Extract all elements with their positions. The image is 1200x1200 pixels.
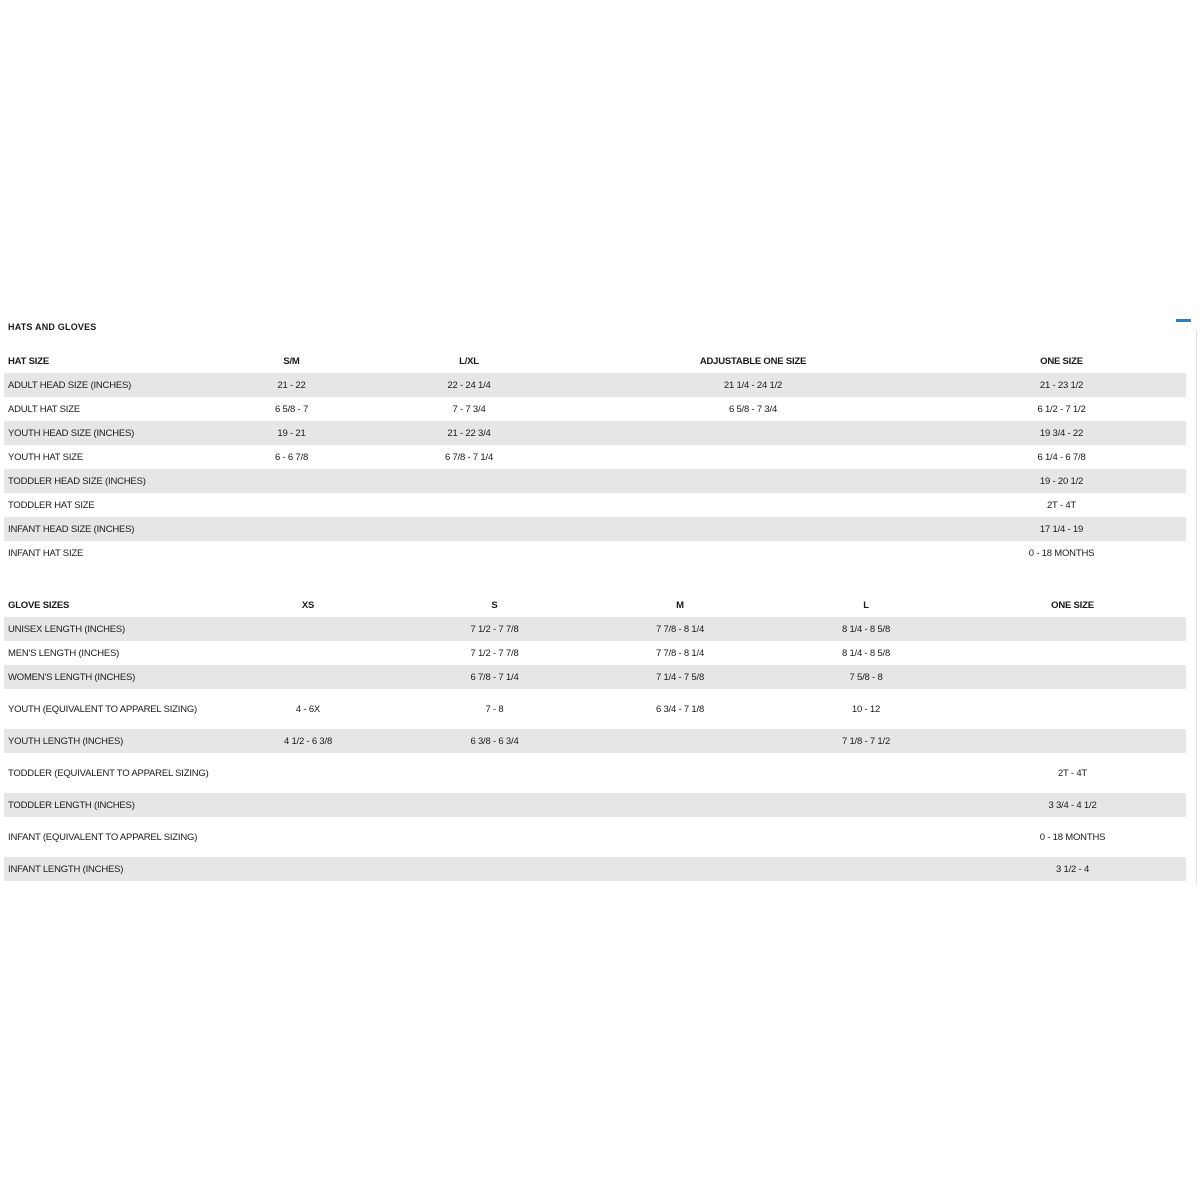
table-row [4,641,1186,665]
table-row [4,817,1186,857]
glove-header-xs: XS [301,599,315,611]
table-row [4,493,1186,517]
table-cell: 19 3/4 - 22 [937,421,1186,445]
table-row [4,729,1186,753]
hat-header-label: HAT SIZE [8,355,49,367]
row-label: YOUTH HEAD SIZE (INCHES) [4,421,214,445]
table-cell [569,469,937,493]
row-label: TODDLER LENGTH (INCHES) [4,793,214,817]
row-label: YOUTH (EQUIVALENT TO APPAREL SIZING) [4,689,214,729]
table-cell [402,753,587,793]
table-cell [214,541,369,565]
table-row [4,793,1186,817]
table-cell: 22 - 24 1/4 [369,373,569,397]
table-row [4,397,1186,421]
row-label: TODDLER HEAD SIZE (INCHES) [4,469,214,493]
table-cell: 6 1/2 - 7 1/2 [937,397,1186,421]
table-row [4,857,1186,881]
table-cell [959,729,1186,753]
table-row [4,373,1186,397]
table-cell [369,493,569,517]
table-row [4,617,1186,641]
table-row [4,445,1186,469]
table-cell [959,689,1186,729]
table-cell: 3 3/4 - 4 1/2 [959,793,1186,817]
table-cell [402,857,587,881]
table-cell: 7 7/8 - 8 1/4 [587,641,773,665]
table-cell: 2T - 4T [959,753,1186,793]
table-cell [959,665,1186,689]
row-label: UNISEX LENGTH (INCHES) [4,617,214,641]
table-cell [214,793,402,817]
hat-header-adjustable: ADJUSTABLE ONE SIZE [699,355,807,367]
collapse-toggle[interactable] [1176,319,1191,322]
table-cell: 7 - 8 [402,689,587,729]
glove-header-one-size: ONE SIZE [1051,599,1094,611]
table-cell [587,817,773,857]
table-header-row [4,349,1186,373]
table-cell [402,793,587,817]
table-cell: 17 1/4 - 19 [937,517,1186,541]
table-cell [773,753,959,793]
table-cell [569,541,937,565]
row-label: INFANT HAT SIZE [4,541,214,565]
table-cell: 21 - 22 [214,373,369,397]
table-cell: 21 1/4 - 24 1/2 [569,373,937,397]
row-label: INFANT LENGTH (INCHES) [4,857,214,881]
hat-size-table [4,349,1186,565]
table-cell: 19 - 21 [214,421,369,445]
table-cell: 7 1/8 - 7 1/2 [773,729,959,753]
table-cell [369,517,569,541]
table-cell [214,857,402,881]
table-cell [587,793,773,817]
glove-size-table [4,593,1186,881]
table-row [4,421,1186,445]
table-row [4,665,1186,689]
table-cell [959,617,1186,641]
table-cell [587,729,773,753]
table-row [4,469,1186,493]
row-label: WOMEN'S LENGTH (INCHES) [4,665,214,689]
row-label: INFANT (EQUIVALENT TO APPAREL SIZING) [4,817,214,857]
table-cell [214,617,402,641]
hat-header-lxl: L/XL [459,355,479,367]
table-cell [369,541,569,565]
table-cell: 6 5/8 - 7 [214,397,369,421]
table-cell [214,469,369,493]
table-cell [587,857,773,881]
table-cell: 8 1/4 - 8 5/8 [773,617,959,641]
section-title: HATS AND GLOVES [8,322,97,332]
table-cell [402,817,587,857]
row-label: TODDLER HAT SIZE [4,493,214,517]
table-cell: 10 - 12 [773,689,959,729]
table-cell [773,857,959,881]
table-cell [773,793,959,817]
row-label: ADULT HEAD SIZE (INCHES) [4,373,214,397]
table-cell: 21 - 23 1/2 [937,373,1186,397]
table-cell: 7 - 7 3/4 [369,397,569,421]
table-cell [214,665,402,689]
row-label: TODDLER (EQUIVALENT TO APPAREL SIZING) [4,753,214,793]
table-cell [214,641,402,665]
table-cell: 21 - 22 3/4 [369,421,569,445]
table-cell: 6 3/4 - 7 1/8 [587,689,773,729]
table-cell [569,517,937,541]
table-cell: 6 7/8 - 7 1/4 [369,445,569,469]
table-cell: 4 - 6X [214,689,402,729]
table-row [4,541,1186,565]
glove-header-s: S [491,599,498,611]
table-cell [569,421,937,445]
table-cell [214,817,402,857]
table-cell: 7 1/2 - 7 7/8 [402,641,587,665]
table-cell: 7 1/2 - 7 7/8 [402,617,587,641]
row-label: YOUTH HAT SIZE [4,445,214,469]
table-cell: 7 1/4 - 7 5/8 [587,665,773,689]
table-cell: 3 1/2 - 4 [959,857,1186,881]
table-cell: 6 5/8 - 7 3/4 [569,397,937,421]
table-cell: 19 - 20 1/2 [937,469,1186,493]
table-row [4,753,1186,793]
row-label: YOUTH LENGTH (INCHES) [4,729,214,753]
table-cell [959,641,1186,665]
table-cell: 0 - 18 MONTHS [959,817,1186,857]
row-label: ADULT HAT SIZE [4,397,214,421]
table-cell: 2T - 4T [937,493,1186,517]
glove-header-l: L [863,599,869,611]
table-cell [369,469,569,493]
table-header-row [4,593,1186,617]
table-cell: 7 7/8 - 8 1/4 [587,617,773,641]
row-label: INFANT HEAD SIZE (INCHES) [4,517,214,541]
table-cell: 8 1/4 - 8 5/8 [773,641,959,665]
glove-header-m: M [676,599,684,611]
table-cell [569,445,937,469]
table-cell: 4 1/2 - 6 3/8 [214,729,402,753]
table-cell [214,517,369,541]
table-cell: 6 - 6 7/8 [214,445,369,469]
table-cell [214,493,369,517]
table-cell [214,753,402,793]
table-cell [587,753,773,793]
table-row [4,517,1186,541]
table-row [4,689,1186,729]
table-cell: 6 7/8 - 7 1/4 [402,665,587,689]
table-cell: 6 3/8 - 6 3/4 [402,729,587,753]
table-cell: 6 1/4 - 6 7/8 [937,445,1186,469]
hat-header-one-size: ONE SIZE [1040,355,1083,367]
scrollbar-track[interactable] [1196,330,1197,885]
hat-header-sm: S/M [283,355,300,367]
table-cell [773,817,959,857]
table-cell [569,493,937,517]
glove-header-label: GLOVE SIZES [8,599,70,611]
table-cell: 0 - 18 MONTHS [937,541,1186,565]
row-label: MEN'S LENGTH (INCHES) [4,641,214,665]
table-cell: 7 5/8 - 8 [773,665,959,689]
